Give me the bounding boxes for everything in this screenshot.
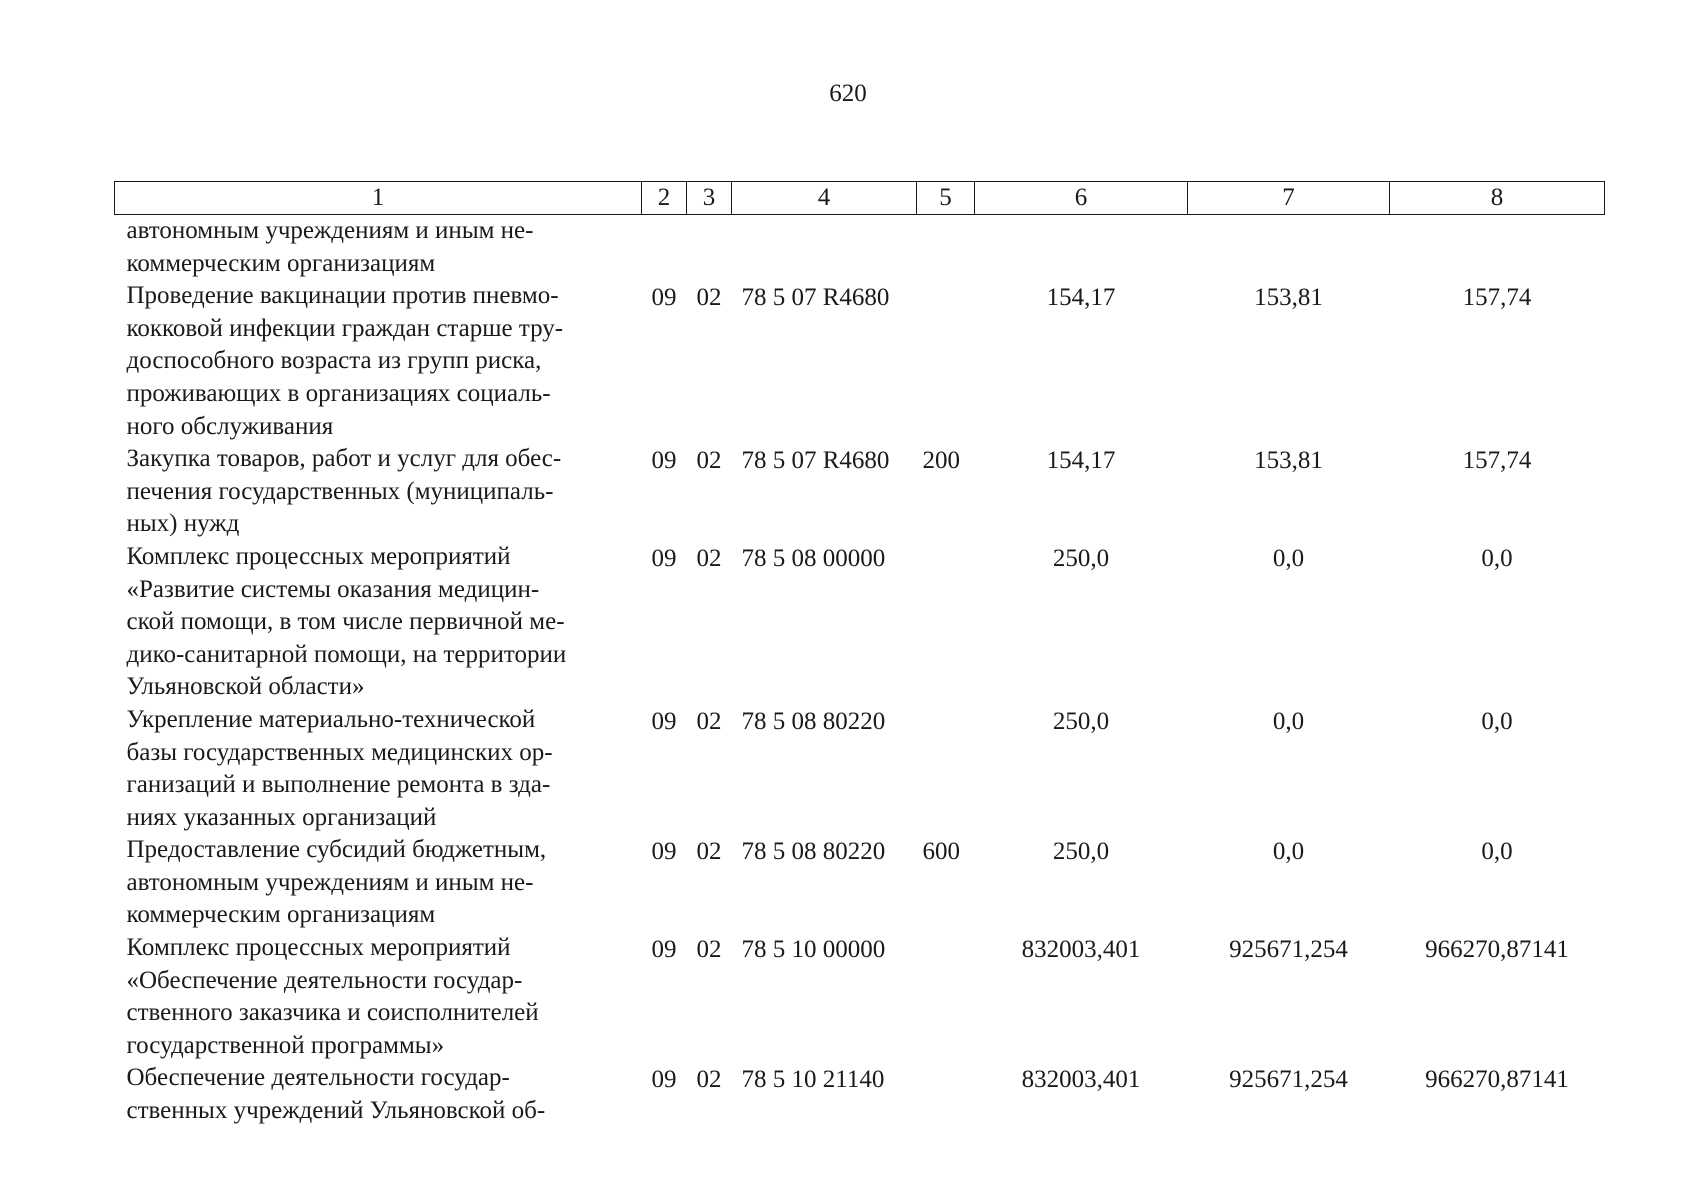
row-amount-col7: 0,0 (1272, 838, 1305, 866)
row-amount-col7: 925671,254 (1229, 1066, 1348, 1094)
row-name-line: Обеспечение деятельности государ- (126, 1064, 510, 1092)
row-name (115, 704, 642, 834)
row-target-article: 78 5 08 80220 (741, 838, 886, 866)
row-target-article: 78 5 08 00000 (741, 544, 886, 572)
row-expense-type: 600 (922, 838, 960, 866)
table-row (115, 932, 1605, 1062)
row-amount-col7 (1188, 215, 1390, 281)
table-row (115, 215, 1605, 281)
page-number: 620 (829, 80, 867, 107)
row-name (115, 932, 642, 1062)
row-name-line: доспособного возраста из групп риска, (126, 347, 542, 375)
row-amount-col6 (975, 215, 1188, 281)
row-subsection-code: 02 (696, 1066, 722, 1094)
header-col-3: 3 (687, 182, 732, 215)
row-target-article: 78 5 08 80220 (741, 707, 886, 735)
row-amount-col6: 250,0 (1052, 707, 1110, 735)
row-amount-col6: 250,0 (1052, 838, 1110, 866)
header-col-6: 6 (975, 182, 1188, 215)
row-amount-col8: 0,0 (1481, 544, 1513, 572)
row-expense-type (917, 215, 975, 281)
row-subsection-code: 02 (696, 447, 722, 475)
row-expense-type (917, 704, 975, 834)
row-amount-col7: 925671,254 (1229, 936, 1348, 964)
row-name-line: Комплекс процессных мероприятий (126, 542, 511, 570)
row-section-code: 09 (651, 936, 677, 964)
row-expense-type (917, 932, 975, 1062)
header-col-1: 1 (115, 182, 642, 215)
table-row (115, 443, 1605, 541)
table-header (115, 182, 1605, 215)
header-col-7: 7 (1188, 182, 1390, 215)
row-section-code: 09 (651, 447, 677, 475)
row-amount-col8: 0,0 (1481, 838, 1513, 866)
row-subsection-code: 02 (696, 284, 722, 312)
row-target-article: 78 5 10 00000 (741, 936, 886, 964)
row-amount-col6: 250,0 (1052, 544, 1110, 572)
header-col-8: 8 (1390, 182, 1605, 215)
row-name-line: «Обеспечение деятельности государ- (126, 966, 523, 994)
row-section-code: 09 (651, 284, 677, 312)
row-name-line: ганизаций и выполнение ремонта в зда- (126, 771, 551, 799)
row-name-line: автономным учреждениям и иным не- (126, 868, 534, 896)
row-name (115, 280, 642, 443)
budget-table (114, 181, 1605, 1128)
row-expense-type (917, 541, 975, 704)
row-section-code: 09 (651, 1066, 677, 1094)
row-amount-col8 (1390, 215, 1605, 281)
row-section-code: 09 (651, 838, 677, 866)
table-body (115, 215, 1605, 1128)
row-subsection-code: 02 (696, 544, 722, 572)
row-amount-col7: 0,0 (1272, 707, 1305, 735)
row-name-line: Укрепление материально-технической (126, 705, 536, 733)
table-row (115, 834, 1605, 932)
row-name-line: Закупка товаров, работ и услуг для обес- (126, 445, 562, 473)
row-name (115, 1062, 642, 1127)
row-name-line: коммерческим организациям (126, 901, 436, 929)
row-name (115, 834, 642, 932)
row-subsection-code: 02 (696, 838, 722, 866)
row-name-line: автономным учреждениям и иным не- (126, 217, 534, 244)
row-subsection-code: 02 (696, 707, 722, 735)
row-name-line: печения государственных (муниципаль- (126, 477, 554, 505)
row-amount-col8: 157,74 (1462, 284, 1532, 312)
row-subsection-code: 02 (696, 936, 722, 964)
header-col-4: 4 (732, 182, 917, 215)
row-subsection-code (687, 215, 732, 281)
row-name-line: «Развитие системы оказания медицин- (126, 575, 540, 603)
row-amount-col8: 157,74 (1462, 447, 1532, 475)
row-section-code: 09 (651, 544, 677, 572)
row-amount-col7: 0,0 (1272, 544, 1305, 572)
row-name (115, 443, 642, 541)
row-expense-type: 200 (922, 447, 960, 475)
table-row (115, 541, 1605, 704)
row-name (115, 215, 642, 281)
row-name-line: дико-санитарной помощи, на территории (126, 640, 567, 668)
table-row (115, 1062, 1605, 1127)
row-target-article: 78 5 07 R4680 (741, 284, 890, 312)
header-col-5: 5 (917, 182, 975, 215)
row-amount-col6: 832003,401 (1021, 936, 1141, 964)
table-row (115, 704, 1605, 834)
row-target-article: 78 5 07 R4680 (741, 447, 890, 475)
row-name-line: ственных учреждений Ульяновской об- (126, 1097, 546, 1125)
table-row (115, 280, 1605, 443)
row-name-line: Ульяновской области» (126, 673, 365, 701)
row-amount-col7: 153,81 (1254, 284, 1323, 312)
row-name-line: базы государственных медицинских ор- (126, 738, 553, 766)
row-target-article (732, 215, 917, 281)
row-amount-col8: 0,0 (1481, 707, 1513, 735)
row-section-code: 09 (651, 707, 677, 735)
row-name-line: ниях указанных организаций (126, 803, 437, 831)
header-row (115, 182, 1605, 215)
row-amount-col6: 154,17 (1046, 447, 1116, 475)
row-amount-col6: 832003,401 (1021, 1066, 1141, 1094)
row-name-line: проживающих в организациях социаль- (126, 379, 551, 407)
row-section-code (642, 215, 687, 281)
row-expense-type (917, 280, 975, 443)
row-amount-col6: 154,17 (1046, 284, 1116, 312)
row-name (115, 541, 642, 704)
row-expense-type (917, 1062, 975, 1127)
row-name-line: ской помощи, в том числе первичной ме- (126, 608, 565, 636)
row-name-line: Проведение вакцинации против пневмо- (126, 282, 559, 310)
row-name-line: ного обслуживания (126, 412, 334, 440)
row-name-line: Предоставление субсидий бюджетным, (126, 836, 547, 864)
row-name-line: коммерческим организациям (126, 249, 436, 277)
row-amount-col7: 153,81 (1254, 447, 1323, 475)
row-name-line: ственного заказчика и соисполнителей (126, 999, 539, 1027)
row-amount-col8: 966270,87141 (1425, 936, 1569, 964)
row-amount-col8: 966270,87141 (1425, 1066, 1569, 1094)
row-target-article: 78 5 10 21140 (741, 1066, 885, 1094)
row-name-line: государственной программы» (126, 1031, 445, 1059)
row-name-line: Комплекс процессных мероприятий (126, 934, 511, 962)
row-name-line: кокковой инфекции граждан старше тру- (126, 314, 564, 342)
row-name-line: ных) нужд (126, 510, 240, 538)
header-col-2: 2 (642, 182, 687, 215)
